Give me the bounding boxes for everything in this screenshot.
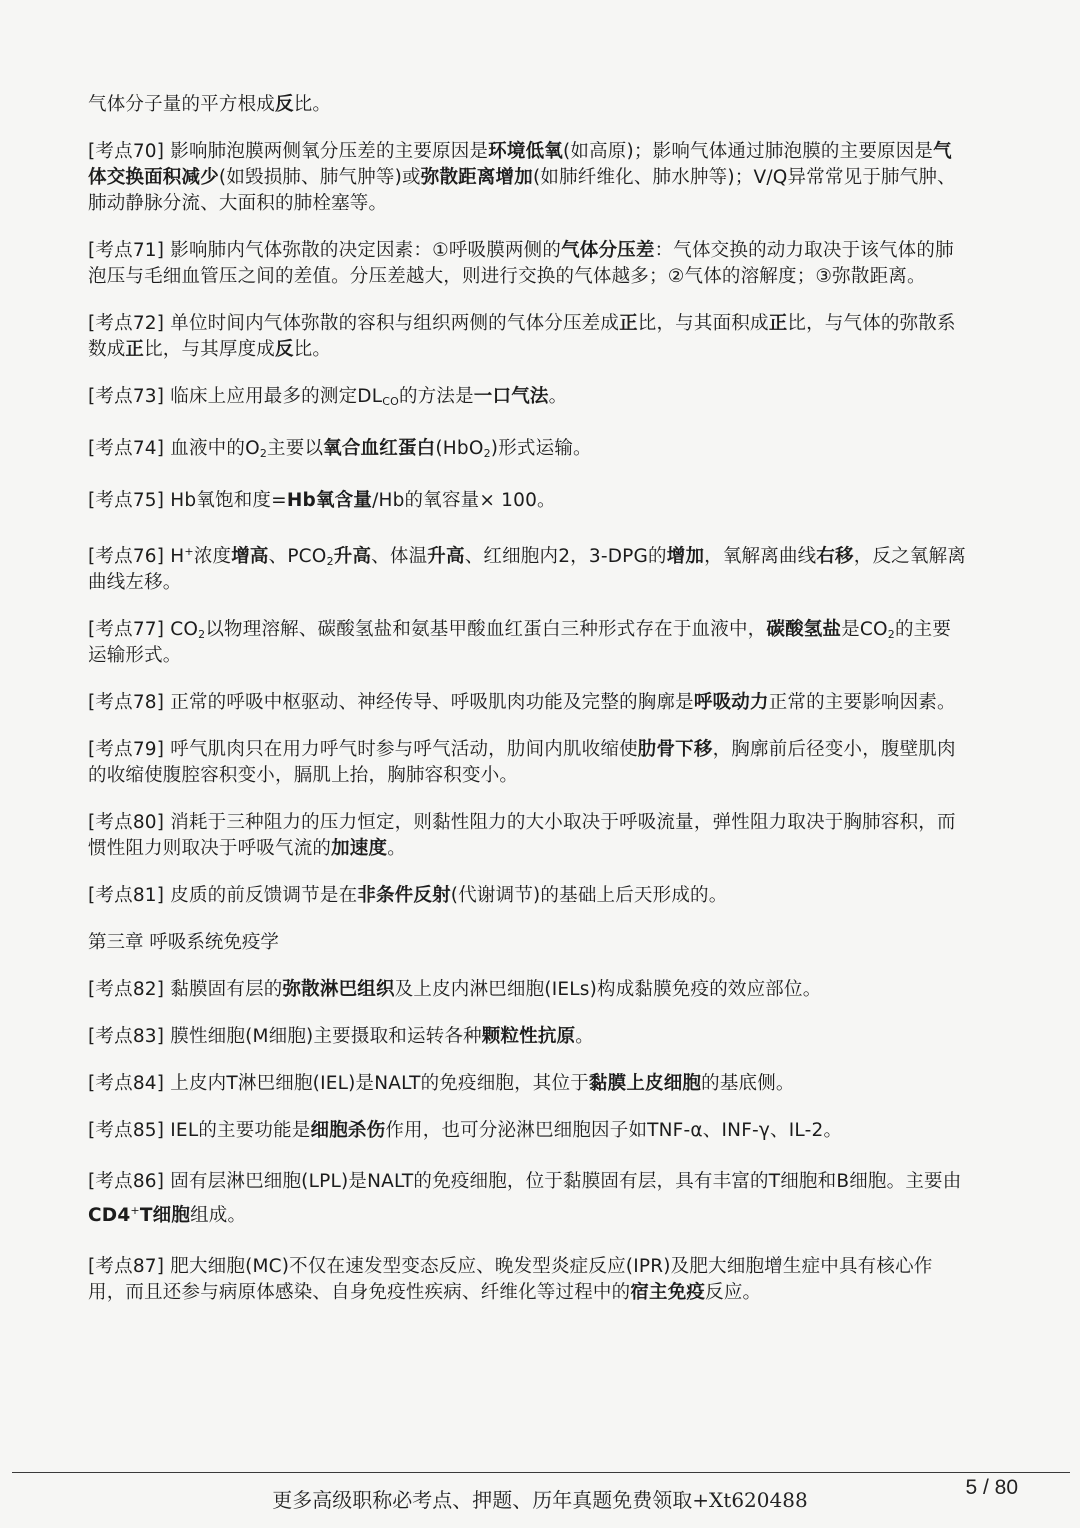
point-tag: [考点75] — [88, 490, 165, 511]
bold-term: 正 — [768, 313, 788, 334]
point-74 — [88, 436, 968, 462]
superscript: + — [130, 1204, 140, 1217]
text: (代谢调节)的基础上后天形成的。 — [450, 885, 728, 906]
point-tag: [考点74] — [88, 438, 165, 459]
bold-term: CD4 — [88, 1205, 131, 1226]
bold-term: 肋骨下移 — [637, 739, 713, 760]
text: 主要以 — [267, 438, 324, 459]
text: ：气体交换的动力取决于该气体的肺泡压与毛细血管压之间的差值。分压差越大，则进行交换的气体越多；②气体的溶解度；③弥散距离。 — [88, 240, 954, 287]
text: 正常的呼吸中枢驱动、神经传导、呼吸肌肉功能及完整的胸廓是 — [164, 692, 694, 713]
bold-term: 升高 — [427, 546, 465, 567]
point-tag: [考点70] — [88, 141, 165, 162]
text: 正常的主要影响因素。 — [768, 692, 956, 713]
text: 、PCO — [268, 546, 327, 567]
bold-term: 气体分压差 — [561, 240, 655, 261]
text: 、红细胞内2，3-DPG的 — [464, 546, 667, 567]
text: ，胸廓前后径变小，腹壁肌肉的收缩使腹腔容积变小，膈肌上抬，胸肺容积变小。 — [88, 739, 956, 786]
text: 比。 — [293, 94, 332, 115]
text: 浓度 — [193, 546, 232, 567]
text: 影响肺泡膜两侧氧分压差的主要原因是 — [164, 141, 489, 162]
bold-term: 颗粒性抗原 — [481, 1026, 576, 1047]
text: H — [164, 546, 185, 567]
footer-divider — [12, 1472, 1070, 1473]
bold-term: 增高 — [231, 546, 269, 567]
bold-term: 非条件反射 — [357, 885, 451, 906]
text: 组成。 — [190, 1205, 247, 1226]
point-tag: [考点83] — [88, 1026, 165, 1047]
text: 比，与其面积成 — [637, 313, 769, 334]
footer-promo-text: 更多高级职称必考点、押题、历年真题免费领取+Xt620488 — [272, 1488, 808, 1512]
point-78 — [88, 690, 968, 716]
text: /Hb的氧容量× 100。 — [372, 490, 556, 511]
bold-term: 一口气法 — [473, 386, 549, 407]
point-70 — [88, 139, 968, 217]
text: 及上皮内淋巴细胞(IELs)构成黏膜免疫的效应部位。 — [394, 979, 822, 1000]
bold-term: 黏膜上皮细胞 — [588, 1073, 702, 1094]
text: 。 — [548, 386, 568, 407]
point-tag: [考点71] — [88, 240, 165, 261]
subscript: 2 — [887, 628, 895, 641]
point-80 — [88, 810, 968, 862]
text: 反应。 — [705, 1282, 762, 1303]
point-73 — [88, 384, 968, 410]
point-81 — [88, 883, 968, 909]
text: 影响肺内气体弥散的决定因素：①呼吸膜两侧的 — [164, 240, 562, 261]
text: (如肺纤维化、肺水肿等)；V/Q异常常见于肺气肿、肺动静脉分流、大面积的肺栓塞等。 — [88, 167, 956, 214]
bold-term: 正 — [619, 313, 638, 334]
bold-term: 增加 — [666, 546, 705, 567]
text: 消耗于三种阻力的压力恒定，则黏性阻力的大小取决于呼吸流量，弹性阻力取决于胸肺容积，而惯性阻力则取决于呼吸气流的 — [88, 812, 956, 859]
text: CO — [164, 619, 199, 640]
text: 比。 — [293, 339, 332, 360]
point-82 — [88, 977, 968, 1003]
page-number: 5 / 80 — [965, 1476, 1018, 1499]
point-71 — [88, 238, 968, 290]
point-tag: [考点85] — [88, 1120, 165, 1141]
chapter-heading: 第三章 呼吸系统免疫学 — [88, 932, 279, 953]
text: 肥大细胞(MC)不仅在速发型变态反应、晚发型炎症反应(IPR)及肥大细胞增生症中具有核心作用，而且还参与病原体感染、自身免疫性疾病、纤维化等过程中的 — [88, 1256, 933, 1303]
subscript: 2 — [326, 555, 334, 568]
bold-term: 呼吸动力 — [693, 692, 769, 713]
point-75 — [88, 488, 968, 514]
point-85 — [88, 1118, 968, 1144]
text: 、体温 — [371, 546, 428, 567]
text: 。 — [575, 1026, 594, 1047]
point-tag: [考点79] — [88, 739, 165, 760]
point-79 — [88, 737, 968, 789]
point-tag: [考点82] — [88, 979, 165, 1000]
bold-term: 右移 — [816, 546, 854, 567]
bold-term: 正 — [125, 339, 145, 360]
text: 气体分子量的平方根成 — [88, 94, 276, 115]
point-tag: [考点86] — [88, 1171, 165, 1192]
bold-term: 细胞杀伤 — [310, 1120, 386, 1141]
point-tag: [考点76] — [88, 546, 165, 567]
bold-term: 反 — [275, 339, 294, 360]
point-77 — [88, 617, 968, 669]
text: (如毁损肺、肺气肿等)或 — [218, 167, 421, 188]
bold-term: 加速度 — [331, 838, 388, 859]
text: 皮质的前反馈调节是在 — [164, 885, 358, 906]
point-72 — [88, 311, 968, 363]
point-tag: [考点72] — [88, 313, 165, 334]
superscript: + — [184, 545, 194, 558]
bold-term: 弥散淋巴组织 — [282, 979, 395, 1000]
bold-term: 气体交换面积减少 — [88, 141, 952, 188]
text: 的主要运输形式。 — [88, 619, 952, 666]
bold-term: 宿主免疫 — [630, 1282, 706, 1303]
text: 是CO — [841, 619, 888, 640]
text: 呼气肌肉只在用力呼气时参与呼气活动，肋间内肌收缩使 — [164, 739, 638, 760]
text: 比，与气体的弥散系数成 — [88, 313, 956, 360]
text: 临床上应用最多的测定DL — [164, 386, 383, 407]
text: 固有层淋巴细胞(LPL)是NALT的免疫细胞，位于黏膜固有层，具有丰富的T细胞和B细胞。主要由 — [164, 1171, 962, 1192]
point-tag: [考点81] — [88, 885, 165, 906]
document-body — [88, 92, 968, 1327]
point-tag: [考点84] — [88, 1073, 165, 1094]
text: Hb氧饱和度= — [164, 490, 287, 511]
text: 单位时间内气体弥散的容积与组织两侧的气体分压差成 — [164, 313, 620, 334]
text: 上皮内T淋巴细胞(IEL)是NALT的免疫细胞，其位于 — [164, 1073, 589, 1094]
point-tag: [考点80] — [88, 812, 165, 833]
bold-term: Hb氧含量 — [286, 490, 373, 511]
bold-term: 弥散距离增加 — [420, 167, 533, 188]
point-tag: [考点78] — [88, 692, 165, 713]
text: (如高原)；影响气体通过肺泡膜的主要原因是 — [562, 141, 934, 162]
subscript: 2 — [483, 447, 491, 460]
point-84 — [88, 1071, 968, 1097]
point-tag: [考点73] — [88, 386, 165, 407]
point-tag: [考点87] — [88, 1256, 165, 1277]
bold-term: T细胞 — [139, 1205, 191, 1226]
point-76 — [88, 544, 968, 596]
point-83 — [88, 1024, 968, 1050]
text: 膜性细胞(M细胞)主要摄取和运转各种 — [164, 1026, 482, 1047]
bold-term: 碳酸氢盐 — [766, 619, 842, 640]
text: 作用，也可分泌淋巴细胞因子如TNF-α、INF-γ、IL-2。 — [385, 1120, 843, 1141]
text: 比，与其厚度成 — [144, 339, 276, 360]
text: ，氧解离曲线 — [704, 546, 817, 567]
text: 。 — [387, 838, 406, 859]
bold-term: 升高 — [333, 546, 372, 567]
subscript: CO — [382, 395, 399, 408]
text: 黏膜固有层的 — [164, 979, 283, 1000]
point-86 — [88, 1165, 968, 1233]
text: 的基底侧。 — [701, 1073, 795, 1094]
point-tag: [考点77] — [88, 619, 165, 640]
bold-term: 环境低氧 — [488, 141, 563, 162]
intro-paragraph — [88, 92, 968, 118]
bold-term: 反 — [275, 94, 294, 115]
text: ，反之氧解离曲线左移。 — [88, 546, 966, 593]
text: 以物理溶解、碳酸氢盐和氨基甲酸血红蛋白三种形式存在于血液中， — [205, 619, 767, 640]
bold-term: 氧合血红蛋白 — [323, 438, 436, 459]
subscript: 2 — [259, 447, 268, 460]
point-87 — [88, 1254, 968, 1306]
text: 血液中的O — [164, 438, 260, 459]
subscript: 2 — [198, 628, 206, 641]
text: (HbO — [435, 438, 484, 459]
text: IEL的主要功能是 — [164, 1120, 311, 1141]
text: )形式运输。 — [490, 438, 592, 459]
text: 的方法是 — [398, 386, 474, 407]
